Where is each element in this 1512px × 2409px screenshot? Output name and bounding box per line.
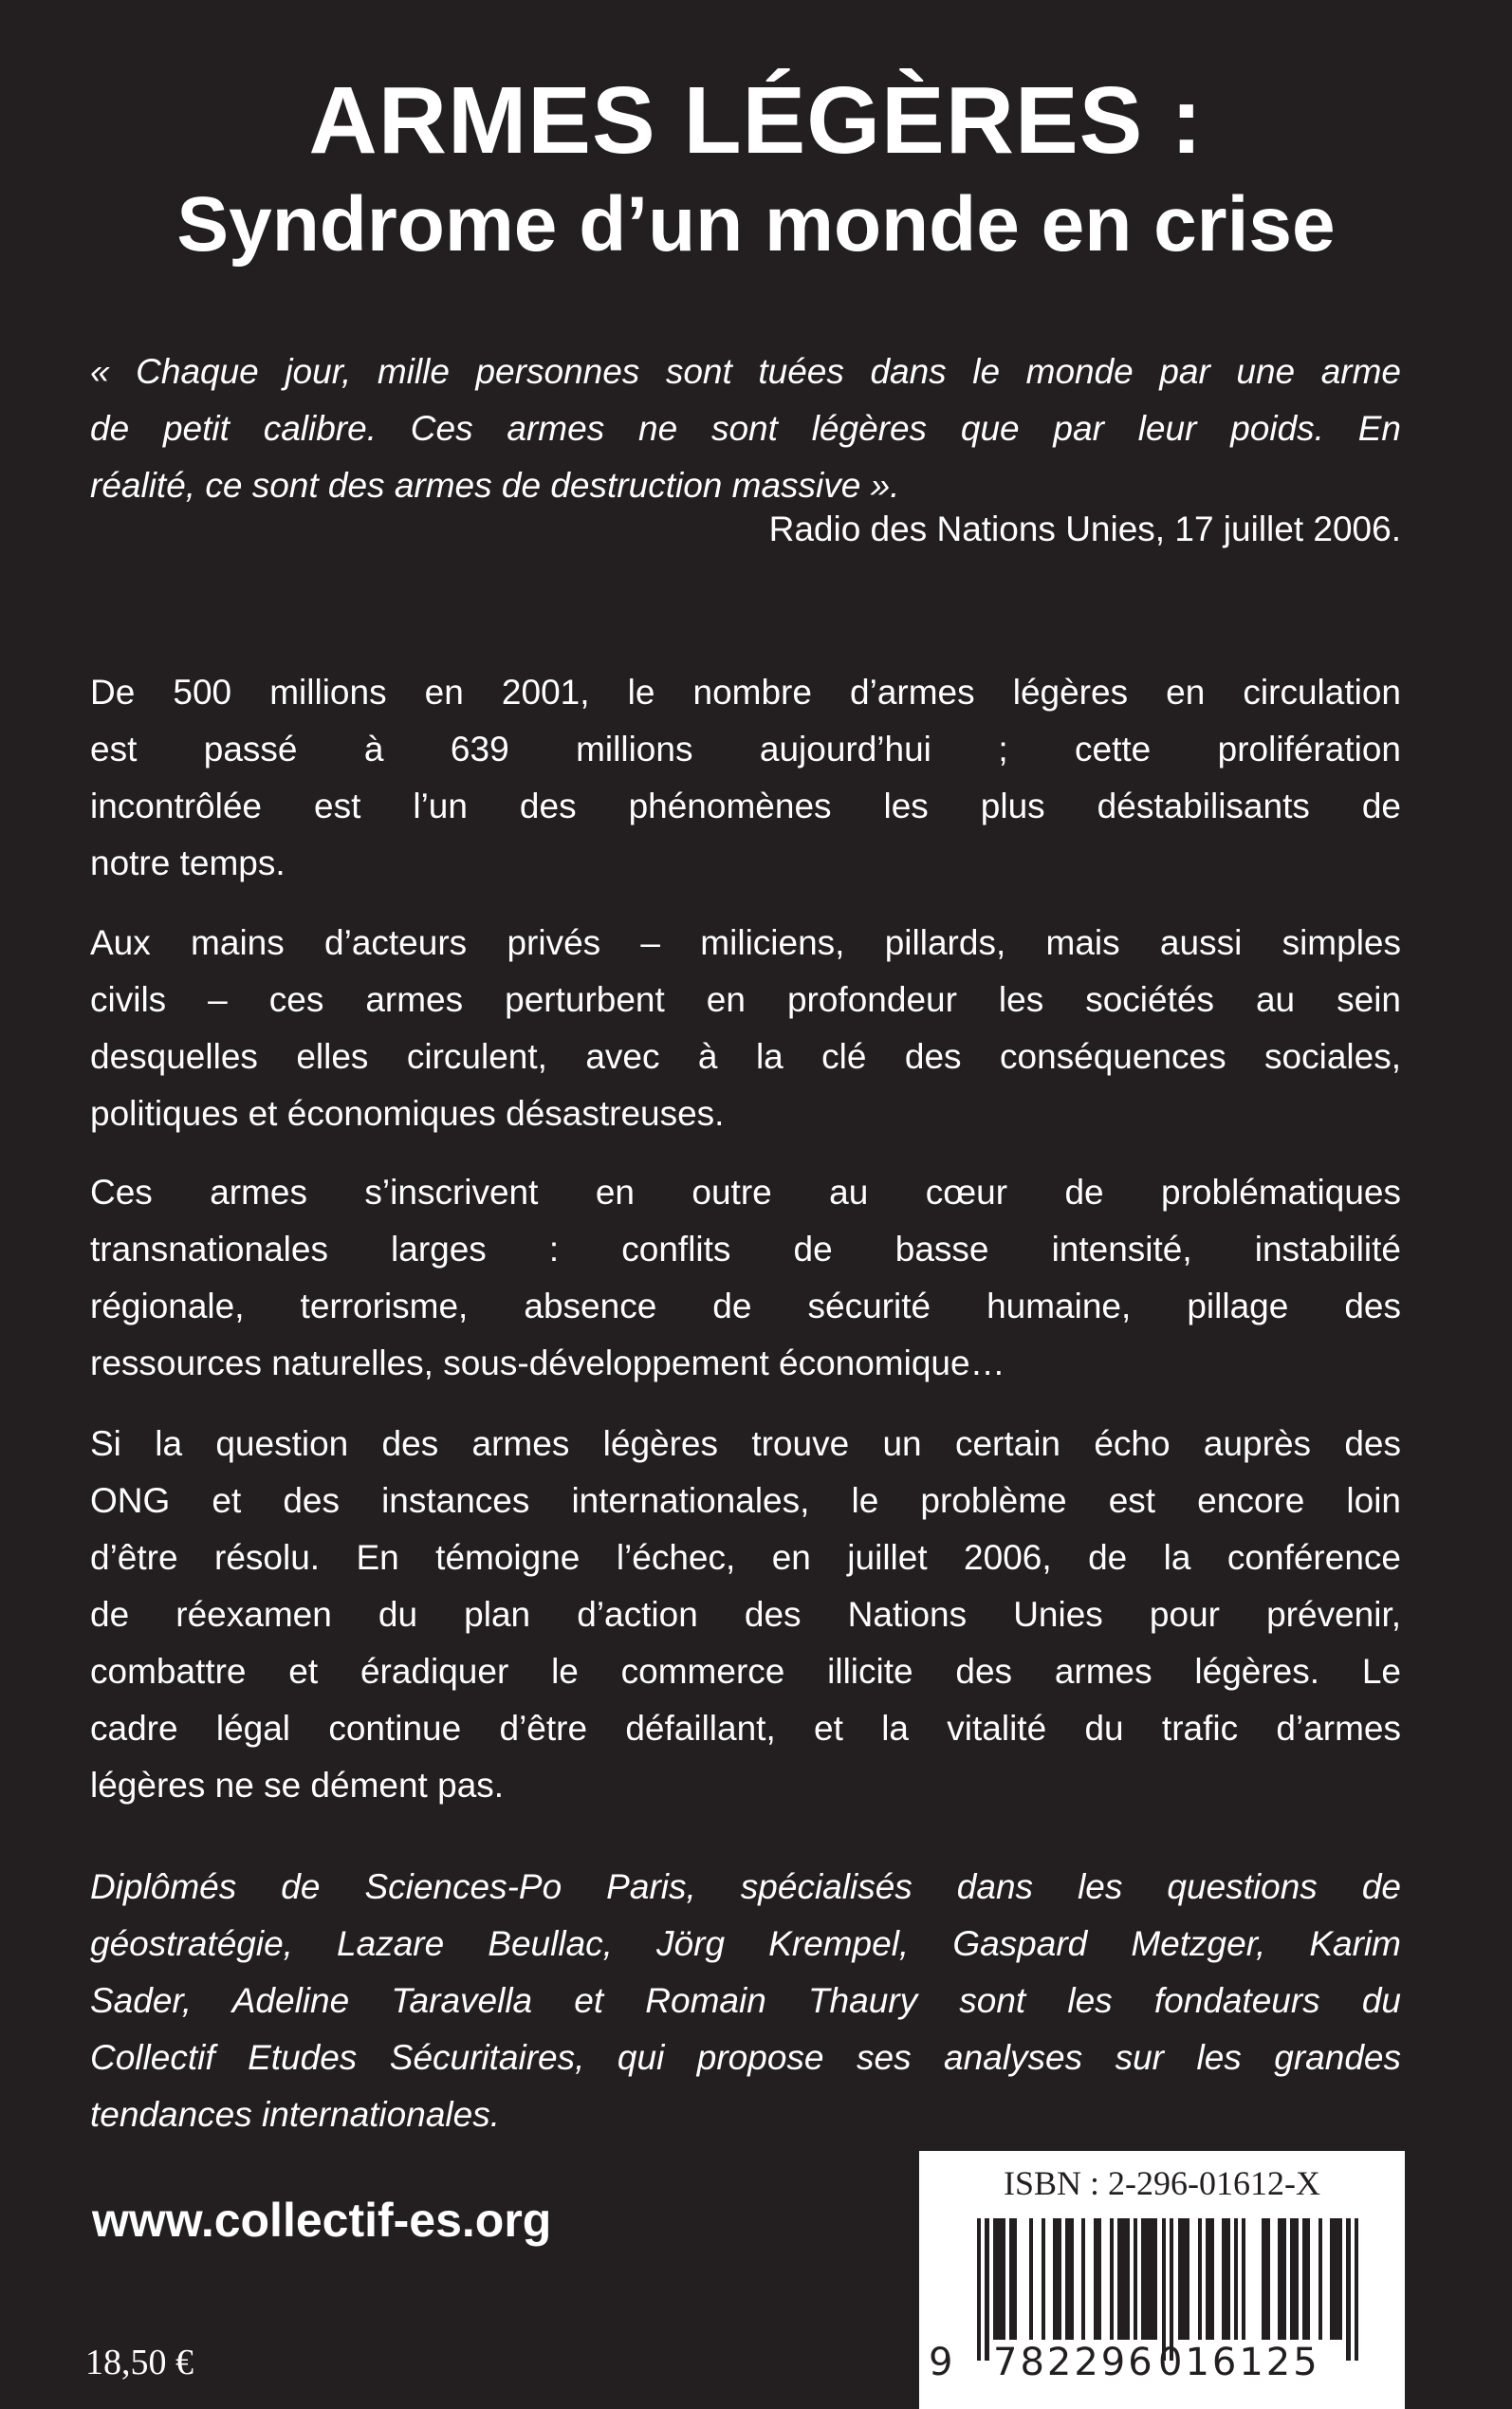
paragraph-line: de réexamen du plan d’action des Nations Unies pour prévenir, (90, 1595, 1401, 1634)
barcode-bar (1346, 2218, 1350, 2361)
paragraph-line: combattre et éradiquer le commerce illicite des armes légères. Le (90, 1652, 1401, 1691)
barcode-bars-icon (977, 2218, 1358, 2361)
paragraph-1 (90, 664, 1401, 892)
paragraph-4 (90, 1416, 1401, 1814)
barcode-bar (1355, 2218, 1358, 2361)
barcode-bar (1198, 2218, 1202, 2340)
barcode-bar (1094, 2218, 1101, 2340)
barcode-bar (1178, 2218, 1190, 2340)
bio-line: Sader, Adeline Taravella et Romain Thaury sont les fondateurs du (90, 1981, 1401, 2020)
paragraph-line: incontrôlée est l’un des phénomènes les plus déstabilisants de (90, 787, 1401, 825)
barcode-first-digit: 9 (929, 2341, 956, 2384)
paragraph-line: ONG et des instances internationales, le problème est encore loin (90, 1481, 1401, 1520)
isbn-label: ISBN : 2-296-01612-X (1004, 2164, 1320, 2202)
quote-line: « Chaque jour, mille personnes sont tuées dans le monde par une arme (90, 352, 1401, 391)
paragraph-line: transnationales larges : conflits de basse intensité, instabilité (90, 1230, 1401, 1269)
paragraph-line: ressources naturelles, sous-développement économique… (90, 1343, 1005, 1382)
paragraph-line: Aux mains d’acteurs privés – miliciens, pillards, mais aussi simples (90, 923, 1401, 962)
barcode-bar (977, 2218, 981, 2361)
barcode-bar (1318, 2218, 1322, 2340)
barcode-bar (1029, 2218, 1033, 2340)
barcode-bar (1053, 2218, 1060, 2340)
paragraph-line: Ces armes s’inscrivent en outre au cœur de problématiques (90, 1173, 1401, 1212)
barcode-bar (1242, 2218, 1245, 2340)
barcode-bar (1302, 2218, 1310, 2340)
barcode-bar (1110, 2218, 1114, 2340)
barcode-bar (1222, 2218, 1229, 2340)
barcode-bar (1009, 2218, 1017, 2340)
barcode-bar (1081, 2218, 1085, 2340)
bio-line: tendances internationales. (90, 2095, 500, 2134)
paragraph-line: cadre légal continue d’être défaillant, et la vitalité du trafic d’armes (90, 1709, 1401, 1748)
quote-attribution: Radio des Nations Unies, 17 juillet 2006. (768, 510, 1401, 548)
isbn-barcode-panel (919, 2151, 1405, 2409)
quote-block (90, 343, 1401, 514)
book-subtitle: Syndrome d’un monde en crise (176, 181, 1336, 268)
bio-line: géostratégie, Lazare Beullac, Jörg Krempel, Gaspard Metzger, Karim (90, 1924, 1401, 1963)
paragraph-line: desquelles elles circulent, avec à la clé des conséquences sociales, (90, 1037, 1401, 1076)
barcode-bar (1117, 2218, 1130, 2340)
paragraph-line: notre temps. (90, 843, 286, 882)
bio-line: Diplômés de Sciences-Po Paris, spécialisés dans les questions de (90, 1867, 1401, 1906)
book-title: ARMES LÉGÈRES : (308, 67, 1204, 174)
quote-line: de petit calibre. Ces armes ne sont légères que par leur poids. En (90, 409, 1401, 448)
paragraph-line: régionale, terrorisme, absence de sécurité humaine, pillage des (90, 1287, 1401, 1325)
barcode-bar (1262, 2218, 1269, 2340)
barcode-bar (985, 2218, 988, 2361)
barcode-bar (1065, 2218, 1073, 2340)
paragraph-3 (90, 1164, 1401, 1392)
barcode-left-digits: 782296 (993, 2341, 1155, 2384)
barcode-bar (1330, 2218, 1342, 2340)
barcode-bar (1134, 2218, 1137, 2340)
barcode-bar (1290, 2218, 1298, 2340)
barcode-right-digits: 016125 (1158, 2341, 1320, 2384)
authors-bio (90, 1859, 1401, 2143)
paragraph-line: De 500 millions en 2001, le nombre d’armes légères en circulation (90, 673, 1401, 712)
paragraph-line: politiques et économiques désastreuses. (90, 1094, 725, 1133)
barcode-bar (1162, 2218, 1166, 2361)
paragraph-line: civils – ces armes perturbent en profondeur les sociétés au sein (90, 980, 1401, 1019)
barcode-bar (993, 2218, 1005, 2340)
bio-line: Collectif Etudes Sécuritaires, qui propose ses analyses sur les grandes (90, 2038, 1401, 2077)
website-link[interactable]: www.collectif-es.org (92, 2194, 552, 2247)
barcode-bar (1042, 2218, 1045, 2340)
barcode-bar (1141, 2218, 1157, 2340)
paragraph-line: est passé à 639 millions aujourd’hui ; cette prolifération (90, 730, 1401, 769)
paragraph-line: légères ne se dément pas. (90, 1766, 505, 1805)
barcode-bar (1206, 2218, 1213, 2340)
price-label: 18,50 € (85, 2343, 194, 2382)
barcode-bar (1234, 2218, 1238, 2340)
paragraph-line: d’être résolu. En témoigne l’échec, en juillet 2006, de la conférence (90, 1538, 1401, 1577)
paragraph-line: Si la question des armes légères trouve un certain écho auprès des (90, 1424, 1401, 1463)
barcode-bar (1170, 2218, 1173, 2361)
paragraph-2 (90, 915, 1401, 1142)
barcode-bar (1278, 2218, 1285, 2340)
quote-line: réalité, ce sont des armes de destruction massive ». (90, 466, 900, 505)
